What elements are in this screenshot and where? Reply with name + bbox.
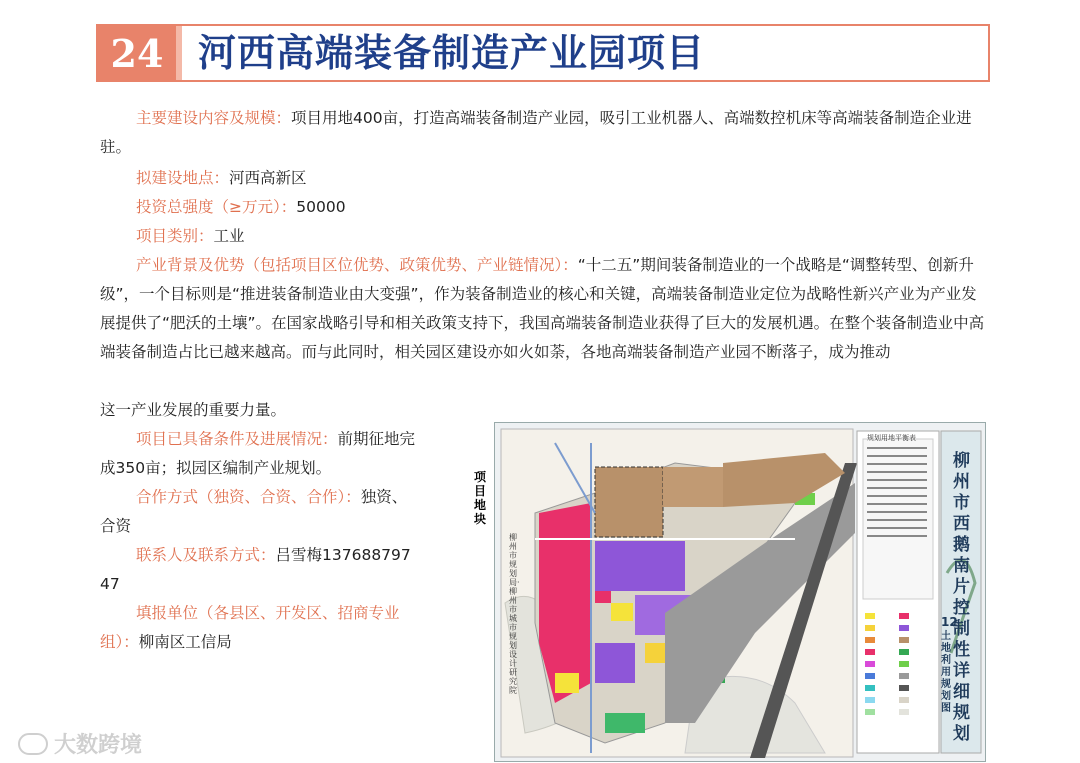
header-bar [96, 24, 990, 82]
project-plot [595, 467, 663, 537]
title-separator [176, 26, 182, 80]
location-label: 拟建设地点： [136, 169, 230, 187]
unit-label: 填报单位（各县区、开发区、招商专业组）： [100, 604, 400, 651]
background-text: “十二五”期间装备制造业的一个战略是“调整转型、创新升级”，一个目标则是“推进装备制造业由大变强”，作为装备制造业的核心和关键，高端装备制造业定位为战略性新兴产业为产业发展提供了“肥沃的土壤”。在国家战略引导和相关政策支持下，我国高端装备制造业获得了巨大的发展机遇。在整个装备制造业中高端装备制造占比已越来越高。而与此同时，相关园区建设亦如火如荼，各地高端装备制造产业园不断落子，成为推动 [100, 256, 985, 361]
scale-text: 项目用地400亩，打造高端装备制造产业园，吸引工业机器人、高端数控机床等高端装备制造企业进驻。 [100, 109, 972, 156]
map-sheet-title: 土地利用规划图 [941, 631, 951, 714]
map-legend-title: 规划用地平衡表 [867, 434, 916, 442]
progress-text: 前期征地完成350亩；拟园区编制产业规划。 [100, 430, 416, 477]
investment-text: 50000 [296, 198, 346, 216]
project-number: 24 [98, 26, 176, 80]
page-title: 河西高端装备制造产业园项目 [198, 30, 706, 75]
map-side-title: 柳州市西鹅南片控制性详细规划 [953, 451, 970, 744]
section-scale [100, 104, 990, 162]
section-investment [100, 193, 990, 222]
map-graphic [495, 423, 985, 761]
section-cooperation [100, 483, 420, 541]
investment-label: 投资总强度（≥万元）： [136, 198, 297, 216]
cooperation-label: 合作方式（独资、合资、合作）： [136, 488, 361, 506]
location-text: 河西高新区 [229, 169, 307, 187]
land-use-plan-map [494, 422, 986, 762]
background-tail: 这一产业发展的重要力量。 [100, 401, 287, 419]
contact-text: 吕雪梅13768879747 [100, 546, 411, 593]
map-sheet-number: 12 [941, 615, 958, 629]
section-category [100, 222, 990, 251]
watermark-logo-icon [18, 733, 48, 755]
contact-label: 联系人及联系方式： [136, 546, 276, 564]
watermark [18, 728, 142, 759]
category-label: 项目类别： [136, 227, 214, 245]
section-progress [100, 425, 420, 483]
left-vertical-credit: 柳州市规划局·柳州市城市规划设计研究院 [509, 533, 520, 695]
scale-label: 主要建设内容及规模： [136, 109, 292, 127]
background-label: 产业背景及优势（包括项目区位优势、政策优势、产业链情况）： [136, 256, 578, 274]
section-unit [100, 599, 420, 657]
project-plot-label: 项目地块 [474, 470, 487, 526]
cooperation-text: 独资、合资 [100, 488, 408, 535]
section-location [100, 164, 990, 193]
section-contact [100, 541, 420, 599]
section-background [100, 251, 990, 367]
unit-text: 柳南区工信局 [138, 633, 232, 651]
progress-label: 项目已具备条件及进展情况： [136, 430, 338, 448]
watermark-text: 大数跨境 [54, 733, 143, 758]
category-text: 工业 [213, 227, 245, 245]
